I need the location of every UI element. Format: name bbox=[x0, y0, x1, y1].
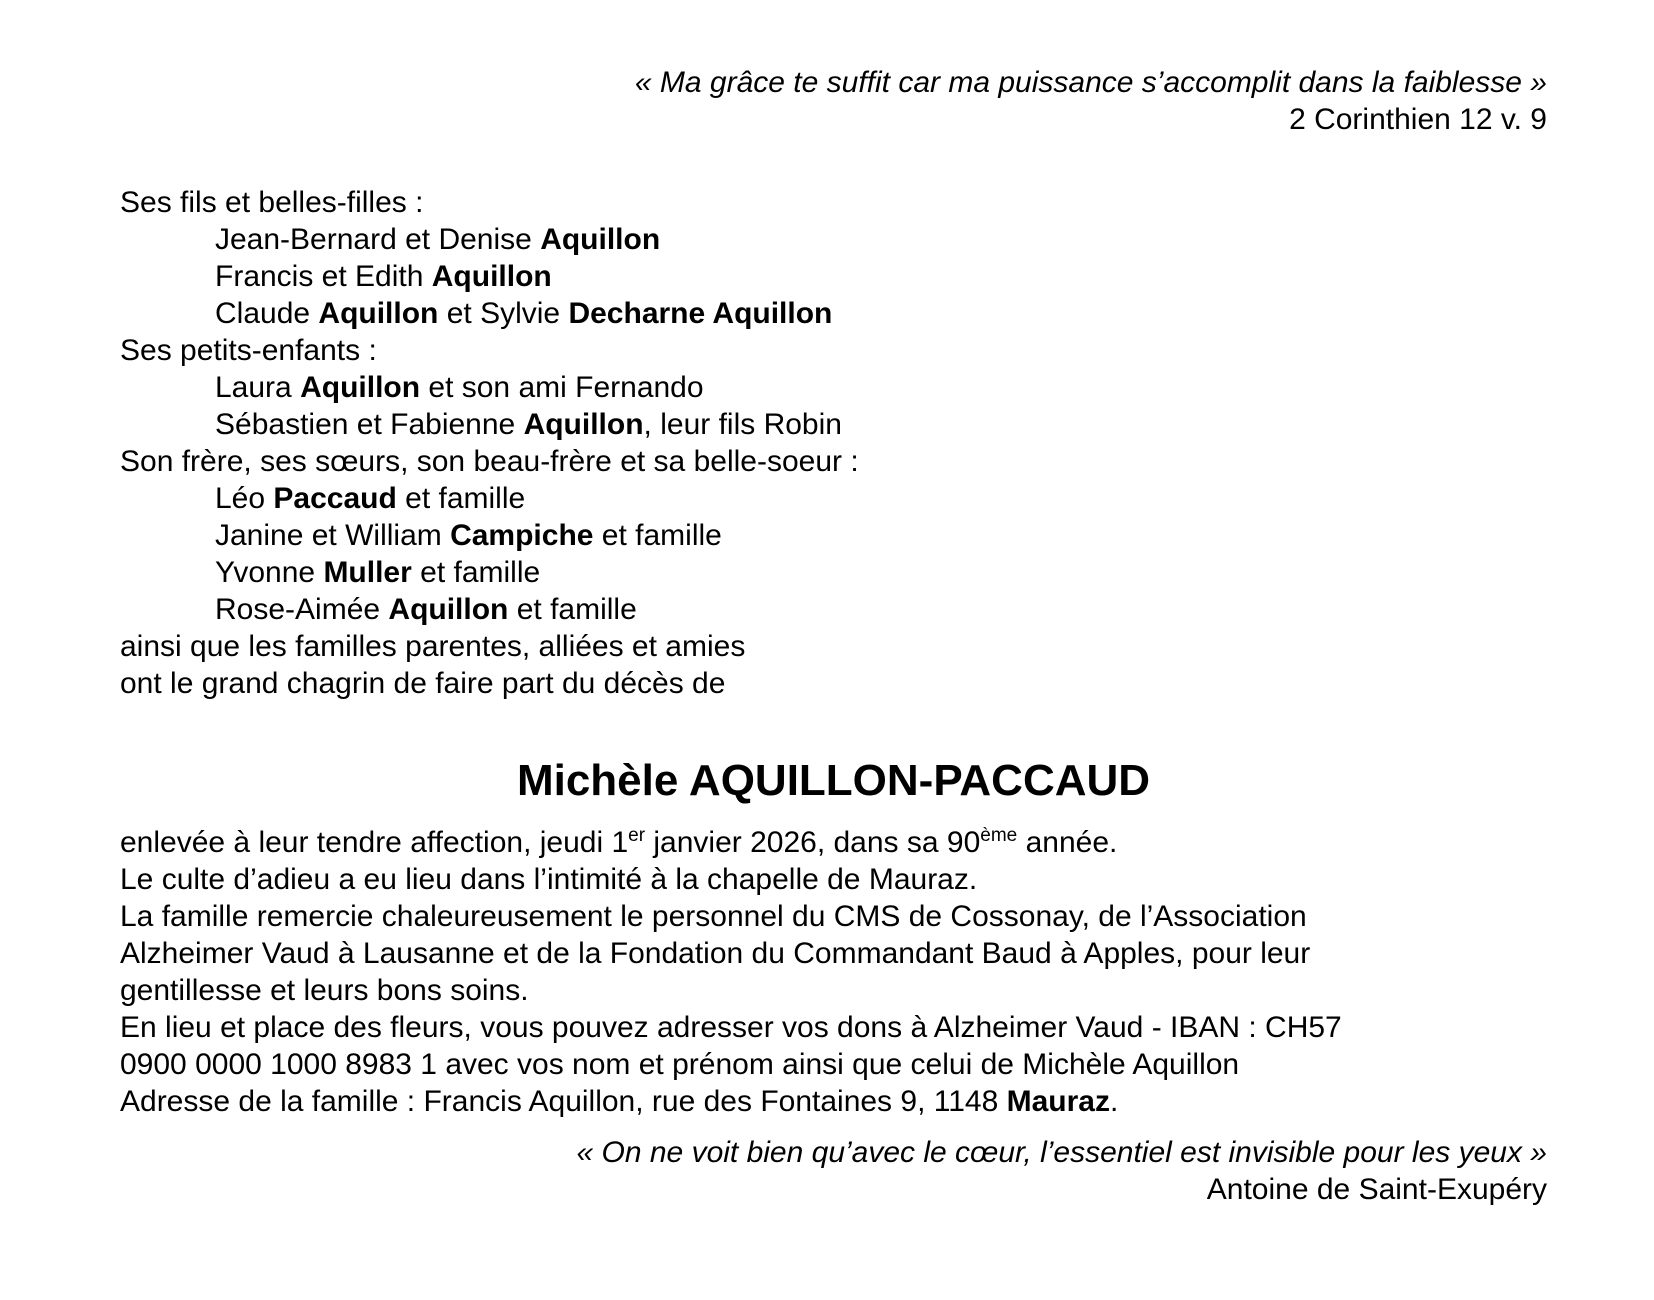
family-name-text: Aquillon bbox=[431, 260, 552, 293]
text-segment: Son frère, ses sœurs, son beau-frère et sa belle-soeur : bbox=[120, 445, 859, 478]
text-line bbox=[120, 184, 1547, 221]
text-line bbox=[120, 369, 1547, 406]
family-name-text: Mauraz bbox=[1006, 1085, 1110, 1118]
text-line bbox=[120, 554, 1547, 591]
text-segment: gentillesse et leurs bons soins. bbox=[120, 974, 529, 1007]
text-line bbox=[120, 406, 1547, 443]
text-segment: ainsi que les familles parentes, alliées et amies bbox=[120, 630, 746, 663]
text-segment: et famille bbox=[508, 593, 637, 626]
family-name-text: Aquillon bbox=[318, 297, 439, 330]
text-segment: Janine et William bbox=[215, 519, 451, 552]
text-segment: er bbox=[628, 825, 646, 846]
text-line bbox=[120, 295, 1547, 332]
text-line bbox=[120, 517, 1547, 554]
text-line bbox=[120, 443, 1547, 480]
closing-quote-text: « On ne voit bien qu’avec le cœur, l’essentiel est invisible pour les yeux » bbox=[576, 1136, 1547, 1169]
family-list bbox=[120, 184, 1547, 702]
text-line bbox=[120, 861, 1547, 898]
text-segment: janvier 2026, dans sa 90 bbox=[645, 826, 981, 859]
announcement-body bbox=[120, 824, 1547, 1120]
text-segment: Léo bbox=[215, 482, 274, 515]
closing-quote-block bbox=[120, 1134, 1547, 1208]
text-segment: année. bbox=[1017, 826, 1118, 859]
text-segment: Claude bbox=[215, 297, 319, 330]
text-segment: Ses petits-enfants : bbox=[120, 334, 377, 367]
text-segment: Adresse de la famille : Francis Aquillon, rue des Fontaines 9, 1148 bbox=[120, 1085, 1007, 1118]
text-line bbox=[120, 935, 1547, 972]
family-name-text: Campiche bbox=[450, 519, 594, 552]
deceased-name: Michèle AQUILLON-PACCAUD bbox=[516, 756, 1151, 805]
text-segment: , leur fils Robin bbox=[643, 408, 842, 441]
opening-quote-attribution: 2 Corinthien 12 v. 9 bbox=[1289, 103, 1547, 136]
text-line bbox=[120, 665, 1547, 702]
text-segment: 0900 0000 1000 8983 1 avec vos nom et prénom ainsi que celui de Michèle Aquillon bbox=[120, 1048, 1240, 1081]
text-line bbox=[120, 258, 1547, 295]
text-segment: Alzheimer Vaud à Lausanne et de la Fondation du Commandant Baud à Apples, pour leur bbox=[120, 937, 1311, 970]
text-segment: ont le grand chagrin de faire part du décès de bbox=[120, 667, 726, 700]
family-name-text: Aquillon bbox=[388, 593, 509, 626]
text-segment: Jean-Bernard et Denise bbox=[215, 223, 541, 256]
family-name-text: Decharne Aquillon bbox=[568, 297, 833, 330]
text-line bbox=[120, 480, 1547, 517]
text-segment: enlevée à leur tendre affection, jeudi 1 bbox=[120, 826, 629, 859]
family-name-text: Paccaud bbox=[273, 482, 397, 515]
text-segment: . bbox=[1109, 1085, 1119, 1118]
text-line bbox=[120, 221, 1547, 258]
text-line bbox=[120, 824, 1547, 861]
opening-quote-text: « Ma grâce te suffit car ma puissance s’accomplit dans la faiblesse » bbox=[634, 66, 1547, 99]
text-segment: Le culte d’adieu a eu lieu dans l’intimité à la chapelle de Mauraz. bbox=[120, 863, 978, 896]
text-segment: Rose-Aimée bbox=[215, 593, 389, 626]
text-segment: Sébastien et Fabienne bbox=[215, 408, 524, 441]
text-segment: La famille remercie chaleureusement le personnel du CMS de Cossonay, de l’Association bbox=[120, 900, 1307, 933]
text-segment: et famille bbox=[411, 556, 541, 589]
text-segment: Francis et Edith bbox=[215, 260, 432, 293]
text-segment: Yvonne bbox=[215, 556, 324, 589]
family-name-text: Aquillon bbox=[540, 223, 661, 256]
closing-quote-attribution: Antoine de Saint-Exupéry bbox=[1206, 1173, 1547, 1206]
text-line bbox=[120, 1083, 1547, 1120]
text-line bbox=[120, 1009, 1547, 1046]
text-segment: En lieu et place des fleurs, vous pouvez adresser vos dons à Alzheimer Vaud - IBAN : CH57 bbox=[120, 1011, 1342, 1044]
family-name-text: Aquillon bbox=[523, 408, 644, 441]
text-segment: et Sylvie bbox=[438, 297, 569, 330]
text-segment: ème bbox=[980, 825, 1018, 846]
text-segment: et famille bbox=[593, 519, 722, 552]
family-name-text: Aquillon bbox=[300, 371, 421, 404]
text-segment: Ses fils et belles-filles : bbox=[120, 186, 424, 219]
text-line bbox=[120, 591, 1547, 628]
opening-quote-block bbox=[120, 64, 1547, 138]
text-segment: et famille bbox=[396, 482, 526, 515]
text-line bbox=[120, 332, 1547, 369]
text-line bbox=[120, 972, 1547, 1009]
text-segment: et son ami Fernando bbox=[420, 371, 704, 404]
text-line bbox=[120, 628, 1547, 665]
text-line bbox=[120, 898, 1547, 935]
text-segment: Laura bbox=[215, 371, 301, 404]
text-line bbox=[120, 1046, 1547, 1083]
family-name-text: Muller bbox=[323, 556, 412, 589]
